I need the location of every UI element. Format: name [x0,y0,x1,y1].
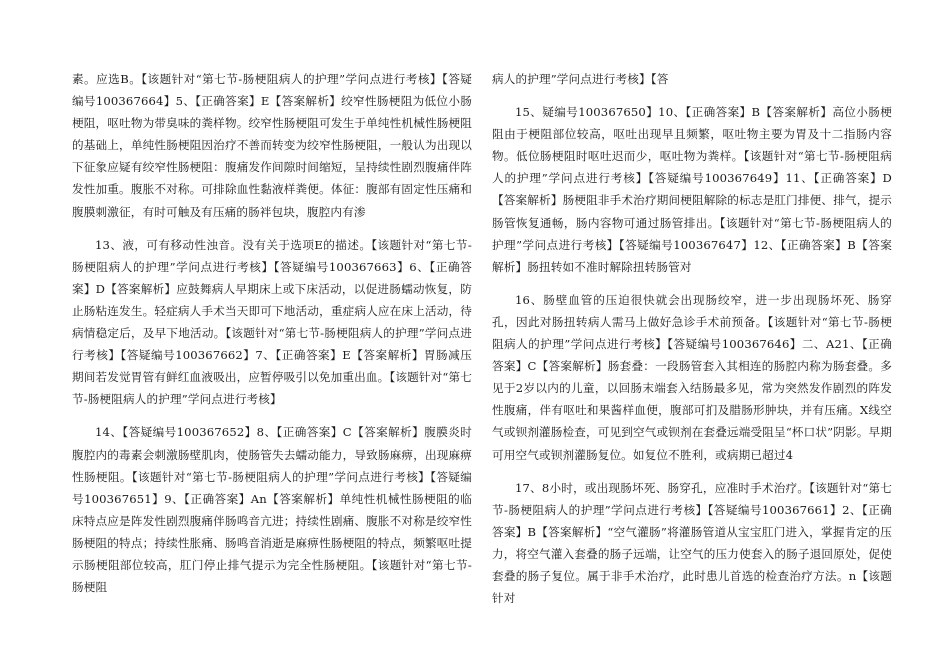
right-paragraph-2: 15、疑编号100367650】10、【正确答案】B【答案解析】高位小肠梗阻由于梗阻部位较高，呕吐出现早且频繁，呕吐物主要为胃及十二指肠内容物。低位肠梗阻时呕吐迟而少，呕吐物为粪样。【该题针对“第七节-肠梗阻病人的护理”学问点进行考核】【答疑编号100367649】11、【正确答案】D【答案解析】肠梗阻非手术治疗期间梗阻解除的标志是肛门排便、排气，提示肠管恢复通畅，肠内容物可通过肠管排出。【该题针对“第七节-肠梗阻病人的护理”学问点进行考核】【答疑编号100367647】12、【正确答案】B【答案解析】肠扭转如不准时解除扭转肠管对 [492,105,892,274]
right-paragraph-1: 病人的护理”学问点进行考核】【答 [492,72,669,86]
left-column [72,68,472,598]
right-column [492,68,892,609]
left-paragraph-2: 13、液，可有移动性浊音。没有关于选项E的描述。【该题针对“第七节-肠梗阻病人的护理”学问点进行考核】【答疑编号100367663】6、【正确答案】D【答案解析】应鼓舞病人早期床上或下床活动，以促进肠蠕动恢复，防止肠粘连发生。轻症病人手术当天即可下地活动，重症病人应在床上活动，待病情稳定后，及早下地活动。【该题针对“第七节-肠梗阻病人的护理”学问点进行考核】【答疑编号100367662】7、【正确答案】E【答案解析】胃肠减压期间若发觉胃管有鲜红血液吸出，应暂停吸引以免加重出血。【该题针对“第七节-肠梗阻病人的护理”学问点进行考核】 [72,237,472,407]
right-paragraph-3: 16、肠壁血管的压迫很快就会出现肠绞窄，进一步出现肠坏死、肠穿孔，因此对肠扭转病人需马上做好急诊手术前预备。【该题针对“第七节-肠梗阻病人的护理”学问点进行考核】【答疑编号100367646】二、A21、【正确答案】C【答案解析】肠套叠：一段肠管套入其相连的肠腔内称为肠套叠。多见于2岁以内的儿童，以回肠末端套入结肠最多见，常为突然发作剧烈的阵发性腹痛，伴有呕吐和果酱样血便，腹部可扪及腊肠形肿块，并有压痛。X线空气或钡剂灌肠检查，可见到空气或钡剂在套叠远端受阻呈“杯口状”阴影。早期可用空气或钡剂灌肠复位。如复位不胜利，或病期已超过4 [492,292,892,462]
left-paragraph-1: 素。应选B。【该题针对“第七节-肠梗阻病人的护理”学问点进行考核】【答疑编号100367664】5、【正确答案】E【答案解析】绞窄性肠梗阻为低位小肠梗阻，呕吐物为带臭味的粪样物。绞窄性肠梗阻可发生于单纯性机械性肠梗阻的基础上，单纯性肠梗阻因治疗不善而转变为绞窄性肠梗阻，一般认为出现以下征象应疑有绞窄性肠梗阻：腹痛发作间隙时间缩短，呈持续性剧烈腹痛伴阵发性加重。腹胀不对称。可排除血性黏液样粪便。体征：腹部有固定性压痛和腹膜刺激征，有时可触及有压痛的肠袢包块，腹腔内有渗 [72,72,472,219]
left-paragraph-3: 14、【答疑编号100367652】8、【正确答案】C【答案解析】腹膜炎时腹腔内的毒素会刺激肠壁肌肉，使肠管失去蠕动能力，导致肠麻痹，出现麻痹性肠梗阻。【该题针对“第七节-肠梗阻病人的护理”学问点进行考核】【答疑编号100367651】9、【正确答案】An【答案解析】单纯性机械性肠梗阻的临床特点应是阵发性剧烈腹痛伴肠鸣音亢进；持续性剧痛、腹胀不对称是绞窄性肠梗阻的特点；持续性胀痛、肠鸣音消逝是麻痹性肠梗阻的特点，频繁呕吐提示肠梗阻部位较高，肛门停止排气提示为完全性肠梗阻。【该题针对“第七节-肠梗阻 [72,425,472,595]
right-paragraph-4: 17、8小时，或出现肠坏死、肠穿孔，应准时手术治疗。【该题针对“第七节-肠梗阻病人的护理”学问点进行考核】【答疑编号100367661】2、【正确答案】B【答案解析】“空气灌肠”将灌肠管道从宝宝肛门进入，掌握肯定的压力，将空气灌入套叠的肠子远端，让空气的压力使套入的肠子退回原处，促使套叠的肠子复位。属于非手术治疗，此时患儿首选的检查治疗方法。n【该题针对 [492,480,892,606]
